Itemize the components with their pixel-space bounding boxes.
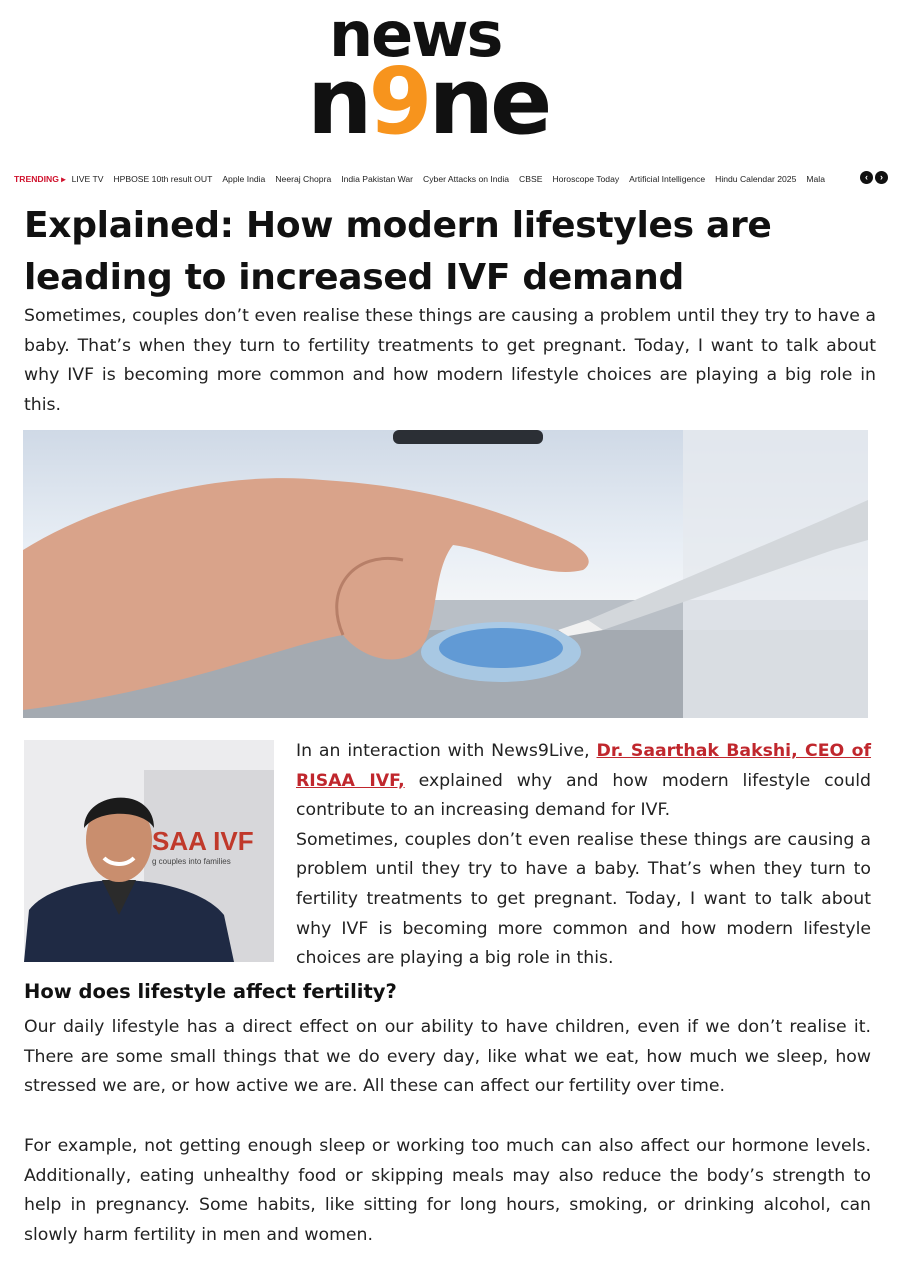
trending-item-apple-india[interactable]: Apple India bbox=[222, 174, 266, 184]
logo-word-news: news bbox=[329, 0, 502, 71]
trending-item-horoscope[interactable]: Horoscope Today bbox=[552, 174, 620, 184]
trending-item-hindu-calendar[interactable]: Hindu Calendar 2025 bbox=[715, 174, 797, 184]
trending-item-hpbose[interactable]: HPBOSE 10th result OUT bbox=[113, 174, 213, 184]
logo-word-nine bbox=[307, 48, 549, 155]
portrait-sign-text: SAA IVF bbox=[152, 826, 254, 856]
hero-image bbox=[23, 430, 868, 718]
author-portrait bbox=[24, 740, 274, 962]
logo-digit-nine: 9 bbox=[368, 48, 429, 155]
trending-item-ai[interactable]: Artificial Intelligence bbox=[629, 174, 706, 184]
author-photo bbox=[24, 740, 274, 962]
author-intro-prefix: In an interaction with News9Live, bbox=[296, 741, 597, 761]
logo-letters-ne: ne bbox=[428, 48, 549, 155]
trending-item-neeraj-chopra[interactable]: Neeraj Chopra bbox=[275, 174, 332, 184]
author-profile-link[interactable]: Dr. Saarthak Bakshi, CEO of RISAA IVF, bbox=[296, 741, 872, 791]
author-intro-paragraph bbox=[296, 737, 871, 826]
section-heading: How does lifestyle affect fertility? bbox=[24, 980, 397, 1003]
chevron-right-icon[interactable]: › bbox=[875, 171, 888, 184]
trending-item-india-pakistan-war[interactable]: India Pakistan War bbox=[341, 174, 414, 184]
trending-item-cbse[interactable]: CBSE bbox=[519, 174, 543, 184]
ivf-lab-illustration bbox=[23, 430, 868, 718]
body-paragraph-1: Our daily lifestyle has a direct effect on our ability to have children, even if we don’t realise it. There are some small things that we do every day, like what we eat, how much we sleep, how stressed we are, or how active we are. All these can affect our fertility over time. bbox=[24, 1017, 871, 1097]
logo-letter-n: n bbox=[307, 48, 369, 155]
microscope-lens bbox=[393, 430, 543, 444]
article-headline: Explained: How modern lifestyles are leading to increased IVF demand bbox=[24, 205, 772, 298]
trending-label: TRENDING ▸ bbox=[14, 174, 66, 185]
trending-item-cyber-attacks[interactable]: Cyber Attacks on India bbox=[423, 174, 510, 184]
site-header bbox=[0, 0, 904, 160]
chevron-left-icon[interactable]: ‹ bbox=[860, 171, 873, 184]
news9-logo[interactable] bbox=[307, 0, 597, 155]
trending-arrows bbox=[860, 171, 888, 184]
author-intro-block bbox=[296, 737, 871, 974]
trending-item-mala[interactable]: Mala bbox=[806, 174, 825, 184]
author-intro-paragraph-2: Sometimes, couples don’t even realise these things are causing a problem until they try to have a baby. That’s when they turn to fertility treatments to get pregnant. Today, I want to talk about why IVF is becoming more common and how modern lifestyle choices are playing a big role in this. bbox=[296, 829, 871, 969]
trending-item-live-tv[interactable]: LIVE TV bbox=[71, 174, 104, 184]
trending-bar bbox=[14, 170, 894, 188]
article-intro: Sometimes, couples don’t even realise these things are causing a problem until they try to have a baby. That’s when they turn to fertility treatments to get pregnant. Today, I want to talk about why IVF is becoming more common and how modern lifestyle choices are playing a big role in this. bbox=[24, 306, 876, 416]
author-intro-suffix: explained why and how modern lifestyle could contribute to an increasing demand for IVF. bbox=[296, 770, 871, 821]
trending-list bbox=[72, 174, 894, 184]
portrait-tagline-text: g couples into families bbox=[152, 857, 231, 866]
body-paragraph-2: For example, not getting enough sleep or working too much can also affect our hormone levels. Additionally, eating unhealthy food or skipping meals may also reduce the body’s strength to help in pregnancy. Some habits, like sitting for long hours, smoking, or drinking alcohol, can slowly harm fertility in men and women. bbox=[24, 1136, 871, 1246]
petri-dish-sample bbox=[439, 628, 563, 668]
